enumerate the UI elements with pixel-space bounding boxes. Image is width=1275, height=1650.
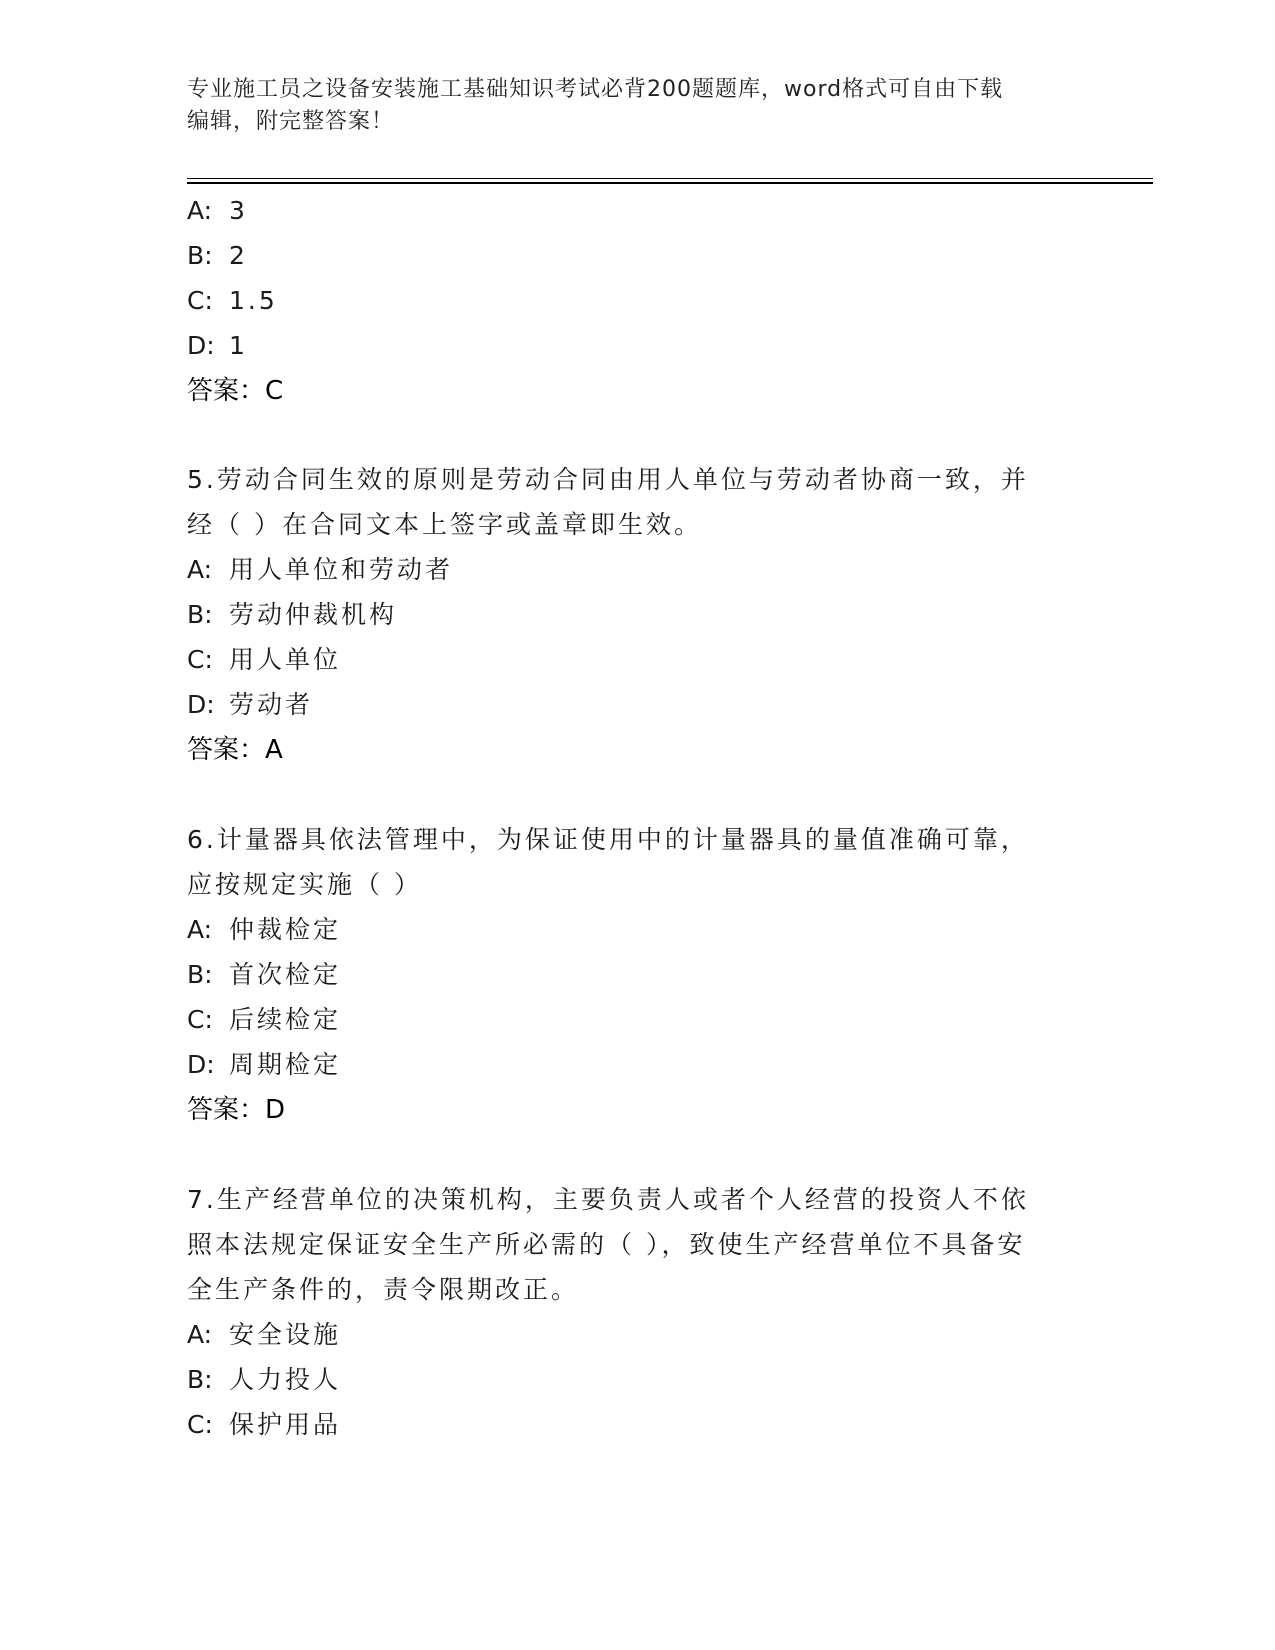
header-line-1: 专业施工员之设备安装施工基础知识考试必背200题题库，word格式可自由下载 <box>187 77 1004 102</box>
q6-option-b: B: 首次检定 <box>187 960 342 989</box>
q5-text-line-1: 5.劳动合同生效的原则是劳动合同由用人单位与劳动者协商一致，并 <box>187 465 1029 494</box>
q6-text-line-1: 6.计量器具依法管理中，为保证使用中的计量器具的量值准确可靠， <box>187 825 1029 854</box>
q7-option-b: B: 人力投人 <box>187 1365 342 1394</box>
header-divider-thin <box>187 178 1153 179</box>
q6-option-d: D: 周期检定 <box>187 1050 342 1079</box>
document-header <box>187 74 1067 138</box>
q7-text-line-1: 7.生产经营单位的决策机构，主要负责人或者个人经营的投资人不依 <box>187 1185 1029 1214</box>
q4-answer: 答案：C <box>187 376 284 406</box>
q7-option-c: C: 保护用品 <box>187 1410 342 1439</box>
q7-text-line-3: 全生产条件的，责令限期改正。 <box>187 1275 580 1304</box>
q4-option-a: A: 3 <box>187 196 248 225</box>
q5-option-a: A: 用人单位和劳动者 <box>187 555 454 584</box>
q4-option-d: D: 1 <box>187 331 248 360</box>
q4-option-b: B: 2 <box>187 241 248 270</box>
q5-answer: 答案：A <box>187 735 283 765</box>
q5-option-c: C: 用人单位 <box>187 645 342 674</box>
q6-option-c: C: 后续检定 <box>187 1005 342 1034</box>
q7-option-a: A: 安全设施 <box>187 1320 342 1349</box>
q6-option-a: A: 仲裁检定 <box>187 915 342 944</box>
q5-option-d: D: 劳动者 <box>187 690 314 719</box>
q4-option-c: C: 1.5 <box>187 286 278 315</box>
header-divider-thick <box>187 182 1153 184</box>
q5-option-b: B: 劳动仲裁机构 <box>187 600 398 629</box>
q5-text-line-2: 经（ ）在合同文本上签字或盖章即生效。 <box>187 510 702 539</box>
q6-text-line-2: 应按规定实施（ ） <box>187 870 422 899</box>
header-line-2: 编辑，附完整答案！ <box>187 109 395 134</box>
q6-answer: 答案：D <box>187 1095 286 1125</box>
q7-text-line-2: 照本法规定保证安全生产所必需的（ ），致使生产经营单位不具备安 <box>187 1230 1026 1259</box>
